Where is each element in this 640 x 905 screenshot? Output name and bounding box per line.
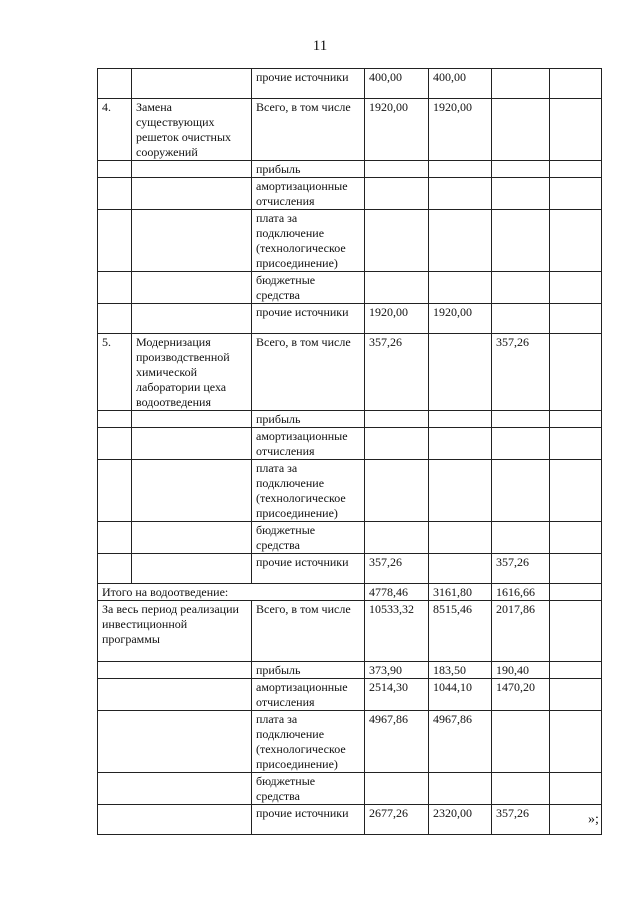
total-cell	[365, 460, 429, 522]
item-number-cell	[98, 522, 132, 554]
year2-cell	[492, 411, 550, 428]
year3-cell	[550, 584, 602, 601]
year3-cell	[550, 178, 602, 210]
table-row	[98, 711, 602, 773]
year1-cell	[429, 411, 492, 428]
year1-cell	[429, 522, 492, 554]
row-label-cell	[98, 711, 252, 773]
year2-cell	[492, 460, 550, 522]
source-cell: прочие источники	[252, 304, 365, 334]
table-row	[98, 69, 602, 99]
year1-cell: 183,50	[429, 662, 492, 679]
year1-cell	[429, 272, 492, 304]
year2-cell	[492, 711, 550, 773]
year2-cell: 1616,66	[492, 584, 550, 601]
year3-cell	[550, 773, 602, 805]
item-name-cell: Модернизация производственной химической лаборатории цеха водоотведения	[132, 334, 252, 411]
investment-table	[97, 68, 602, 835]
year3-cell	[550, 554, 602, 584]
row-label-cell: За весь период реализации инвестиционной программы	[98, 601, 252, 662]
year2-cell	[492, 428, 550, 460]
source-cell: амортизационные отчисления	[252, 178, 365, 210]
year2-cell	[492, 161, 550, 178]
source-cell: прибыль	[252, 411, 365, 428]
page-number: 11	[312, 38, 328, 54]
total-cell: 400,00	[365, 69, 429, 99]
item-number-cell	[98, 428, 132, 460]
source-cell: Всего, в том числе	[252, 99, 365, 161]
year2-cell: 357,26	[492, 554, 550, 584]
row-label-cell	[98, 773, 252, 805]
table-row	[98, 210, 602, 272]
year3-cell	[550, 69, 602, 99]
table-row	[98, 584, 602, 601]
year3-cell	[550, 679, 602, 711]
source-cell: прочие источники	[252, 805, 365, 835]
year3-cell	[550, 161, 602, 178]
item-number-cell: 4.	[98, 99, 132, 161]
year3-cell	[550, 411, 602, 428]
total-cell	[365, 161, 429, 178]
source-cell: бюджетные средства	[252, 522, 365, 554]
item-number-cell	[98, 272, 132, 304]
source-cell: Всего, в том числе	[252, 601, 365, 662]
source-cell: бюджетные средства	[252, 773, 365, 805]
year2-cell: 1470,20	[492, 679, 550, 711]
total-cell	[365, 522, 429, 554]
source-cell: бюджетные средства	[252, 272, 365, 304]
row-label-cell	[98, 679, 252, 711]
year1-cell	[429, 178, 492, 210]
year3-cell	[550, 99, 602, 161]
year1-cell	[429, 428, 492, 460]
year3-cell	[550, 428, 602, 460]
source-cell: плата за подключение (технологическое присоединение)	[252, 210, 365, 272]
item-number-cell	[98, 178, 132, 210]
table-row	[98, 272, 602, 304]
total-cell	[365, 428, 429, 460]
year3-cell	[550, 460, 602, 522]
year2-cell	[492, 272, 550, 304]
year1-cell: 8515,46	[429, 601, 492, 662]
year3-cell	[550, 272, 602, 304]
source-cell: амортизационные отчисления	[252, 679, 365, 711]
item-number-cell	[98, 304, 132, 334]
table-row	[98, 428, 602, 460]
source-cell: амортизационные отчисления	[252, 428, 365, 460]
year1-cell	[429, 210, 492, 272]
table-row	[98, 554, 602, 584]
year2-cell	[492, 773, 550, 805]
table-row	[98, 411, 602, 428]
year3-cell	[550, 601, 602, 662]
item-name-cell	[132, 460, 252, 522]
item-number-cell	[98, 411, 132, 428]
table-row	[98, 805, 602, 835]
item-name-cell	[132, 69, 252, 99]
year1-cell: 1044,10	[429, 679, 492, 711]
total-cell: 357,26	[365, 334, 429, 411]
year2-cell: 2017,86	[492, 601, 550, 662]
year2-cell	[492, 178, 550, 210]
year1-cell: 3161,80	[429, 584, 492, 601]
item-number-cell	[98, 210, 132, 272]
row-label-cell	[98, 662, 252, 679]
year1-cell	[429, 554, 492, 584]
year2-cell	[492, 69, 550, 99]
item-number-cell	[98, 460, 132, 522]
total-cell: 1920,00	[365, 304, 429, 334]
table-row	[98, 460, 602, 522]
item-name-cell	[132, 522, 252, 554]
item-name-cell	[132, 428, 252, 460]
investment-table-body	[98, 69, 602, 835]
table-row	[98, 662, 602, 679]
table-row	[98, 161, 602, 178]
year3-cell	[550, 711, 602, 773]
year3-cell	[550, 662, 602, 679]
year1-cell	[429, 161, 492, 178]
source-cell: плата за подключение (технологическое присоединение)	[252, 460, 365, 522]
item-name-cell	[132, 178, 252, 210]
item-name-cell	[132, 411, 252, 428]
total-cell: 357,26	[365, 554, 429, 584]
table-row	[98, 679, 602, 711]
source-cell: Всего, в том числе	[252, 334, 365, 411]
total-cell: 4778,46	[365, 584, 429, 601]
year1-cell	[429, 460, 492, 522]
table-row	[98, 178, 602, 210]
item-number-cell	[98, 161, 132, 178]
total-cell: 373,90	[365, 662, 429, 679]
table-row	[98, 304, 602, 334]
total-cell: 4967,86	[365, 711, 429, 773]
total-cell: 2514,30	[365, 679, 429, 711]
year3-cell	[550, 522, 602, 554]
table-row	[98, 522, 602, 554]
item-name-cell: Замена существующих решеток очистных сооружений	[132, 99, 252, 161]
item-number-cell: 5.	[98, 334, 132, 411]
total-cell: 10533,32	[365, 601, 429, 662]
source-cell: прочие источники	[252, 554, 365, 584]
year1-cell: 1920,00	[429, 304, 492, 334]
year2-cell	[492, 304, 550, 334]
total-cell	[365, 178, 429, 210]
total-cell	[365, 411, 429, 428]
item-name-cell	[132, 554, 252, 584]
source-cell: прибыль	[252, 662, 365, 679]
table-row	[98, 334, 602, 411]
closing-quote: »;	[588, 812, 599, 827]
total-cell	[365, 210, 429, 272]
item-number-cell	[98, 554, 132, 584]
item-name-cell	[132, 304, 252, 334]
year2-cell	[492, 522, 550, 554]
table-row	[98, 99, 602, 161]
item-name-cell	[132, 210, 252, 272]
year2-cell	[492, 99, 550, 161]
year2-cell: 190,40	[492, 662, 550, 679]
year2-cell: 357,26	[492, 334, 550, 411]
year3-cell	[550, 210, 602, 272]
year1-cell: 2320,00	[429, 805, 492, 835]
total-cell: 1920,00	[365, 99, 429, 161]
year2-cell: 357,26	[492, 805, 550, 835]
table-row	[98, 773, 602, 805]
table-row	[98, 601, 602, 662]
year1-cell: 400,00	[429, 69, 492, 99]
source-cell: прочие источники	[252, 69, 365, 99]
source-cell: плата за подключение (технологическое присоединение)	[252, 711, 365, 773]
total-cell	[365, 773, 429, 805]
year1-cell: 1920,00	[429, 99, 492, 161]
item-name-cell	[132, 161, 252, 178]
source-cell: прибыль	[252, 161, 365, 178]
year3-cell	[550, 334, 602, 411]
year1-cell: 4967,86	[429, 711, 492, 773]
total-cell: 2677,26	[365, 805, 429, 835]
row-label-cell	[98, 805, 252, 835]
item-number-cell	[98, 69, 132, 99]
total-cell	[365, 272, 429, 304]
item-name-cell	[132, 272, 252, 304]
year1-cell	[429, 334, 492, 411]
row-label-cell: Итого на водоотведение:	[98, 584, 365, 601]
year1-cell	[429, 773, 492, 805]
year3-cell	[550, 304, 602, 334]
year2-cell	[492, 210, 550, 272]
